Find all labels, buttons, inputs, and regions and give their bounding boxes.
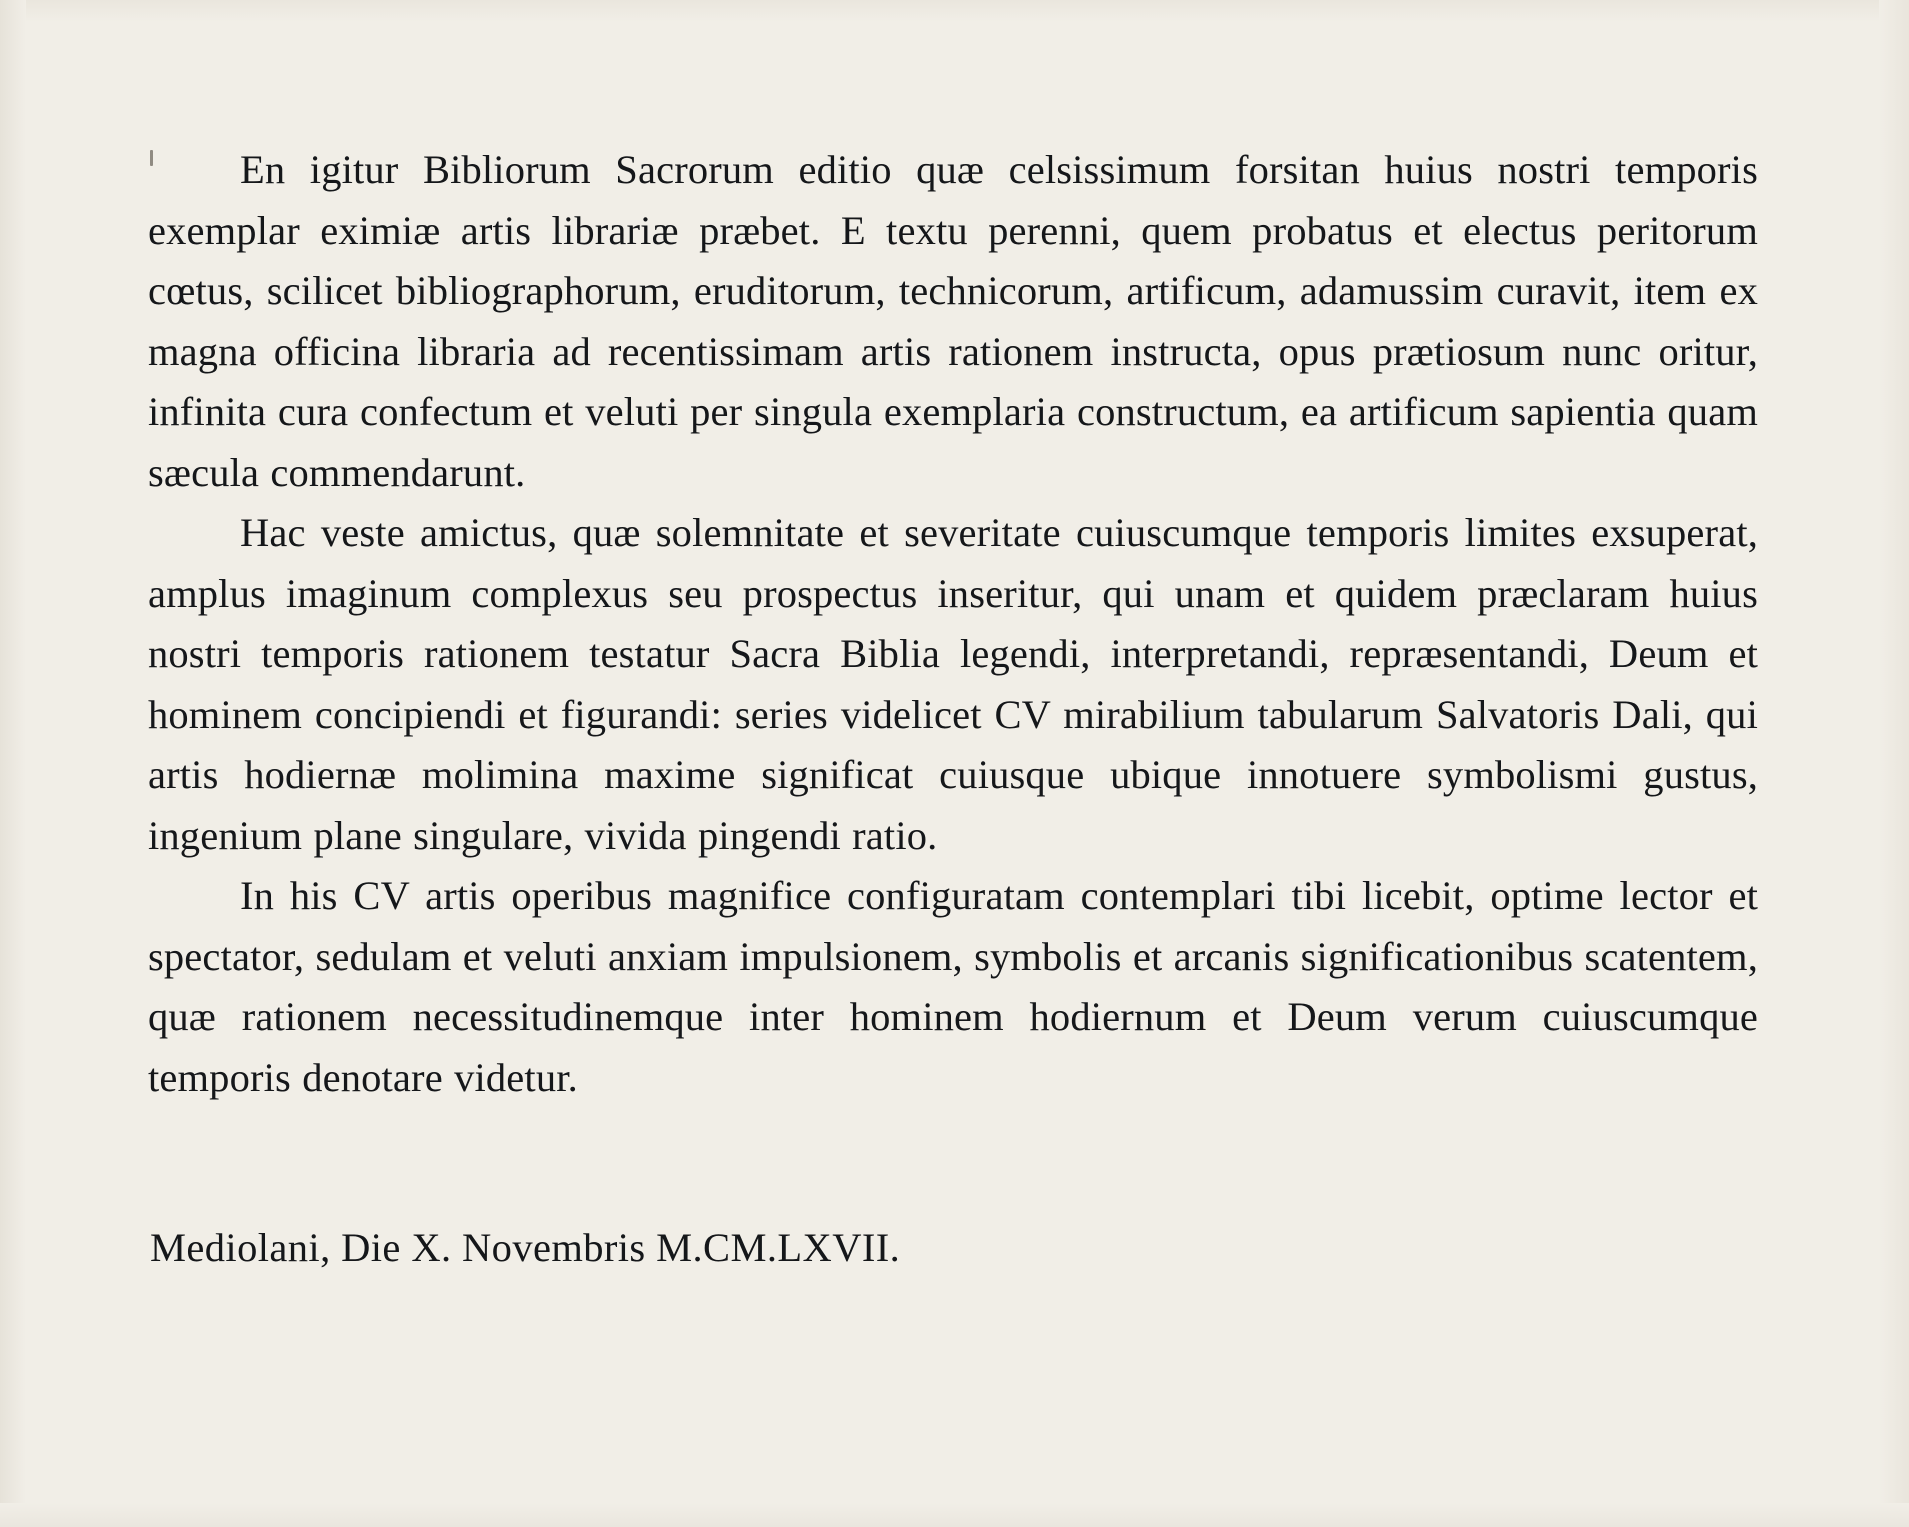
colophon-line: Mediolani, Die X. Novembris M.CM.LXVII.: [150, 1225, 901, 1270]
paper-edge-right: [1879, 0, 1909, 1527]
paragraph-2: Hac veste amictus, quæ solemnitate et severitate cuiuscumque temporis limites exsuperat, amplus imaginum complexus seu prospectus inseritur, qui unam et quidem præclaram huius nostri temporis rationem testatur Sacra Biblia legendi, interpretandi, repræsentandi, Deum et hominem concipiendi et figurandi: series videlicet CV mirabilium tabularum Salvatoris Dali, qui artis hodiernæ molimina maxime significat cuiusque ubique innotuere symbolismi gustus, ingenium plane singulare, vivida pingendi ratio.: [148, 510, 1758, 858]
paper-edge-left: [0, 0, 26, 1527]
paper-edge-bottom: [0, 1503, 1909, 1527]
paper-edge-top: [0, 0, 1909, 22]
paragraph-3: In his CV artis operibus magnifice configuratam contemplari tibi licebit, optime lector et spectator, sedulam et veluti anxiam impulsionem, symbolis et arcanis significationibus scatentem, quæ rationem necessitudinemque inter hominem hodiernum et Deum verum cuiuscumque temporis denotare videtur.: [148, 873, 1758, 1100]
paragraph-1: En igitur Bibliorum Sacrorum editio quæ celsissimum forsitan huius nostri temporis exemplar eximiæ artis librariæ præbet. E textu perenni, quem probatus et electus peritorum cœtus, scilicet bibliographorum, eruditorum, technicorum, artificum, adamussim curavit, item ex magna officina libraria ad recentissimam artis rationem instructa, opus prætiosum nunc oritur, infinita cura confectum et veluti per singula exemplaria constructum, ea artificum sapientia quam sæcula commendarunt.: [148, 147, 1758, 495]
body-text: [148, 140, 1758, 1108]
